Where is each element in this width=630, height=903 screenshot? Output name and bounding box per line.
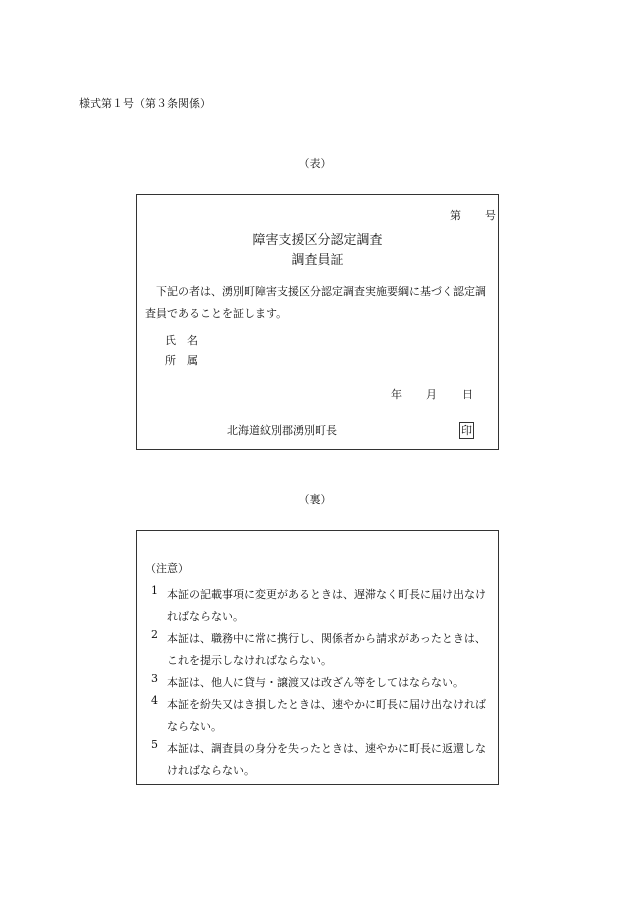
date-day-label: 日	[462, 388, 473, 401]
list-item	[145, 584, 493, 628]
date-month-label: 月	[426, 388, 437, 401]
note-text: 本証を紛失又はき損したときは、速やかに町長に届け出なければならない。	[167, 698, 486, 733]
id-card-back	[136, 530, 499, 785]
certification-body: 下記の者は、湧別町障害支援区分認定調査実施要綱に基づく認定調査員であることを証します。	[145, 285, 486, 320]
date-year-label: 年	[391, 388, 402, 401]
note-number: 1	[151, 584, 158, 597]
form-label: 様式第１号（第３条関係）	[79, 97, 211, 110]
list-item	[145, 738, 493, 782]
number-suffix: 号	[485, 209, 496, 222]
seal-mark: 印	[461, 424, 472, 437]
affiliation-field-label: 所 属	[165, 354, 198, 367]
list-item	[145, 694, 493, 738]
id-card-front	[136, 194, 499, 450]
card-title-line2: 調査員証	[291, 253, 344, 268]
card-title-line1: 障害支援区分認定調査	[252, 233, 383, 248]
issuer-name: 北海道紋別郡湧別町長	[227, 424, 337, 437]
note-number: 3	[151, 672, 158, 685]
list-item	[145, 672, 493, 694]
back-side-label: （裏）	[298, 493, 332, 506]
notes-heading: （注意）	[145, 562, 189, 575]
note-number: 5	[151, 738, 158, 751]
note-text: 本証は、他人に貸与・譲渡又は改ざん等をしてはならない。	[167, 676, 464, 689]
notes-list	[145, 584, 493, 782]
note-number: 4	[151, 694, 158, 707]
note-text: 本証の記載事項に変更があるときは、遅滞なく町長に届け出なければならない。	[167, 588, 486, 623]
front-side-label: （表）	[298, 157, 332, 170]
note-text: 本証は、職務中に常に携行し、関係者から請求があったときは、これを提示しなければならない。	[167, 632, 486, 667]
note-text: 本証は、調査員の身分を失ったときは、速やかに町長に返還しなければならない。	[167, 742, 486, 777]
certification-text	[145, 281, 495, 325]
name-field-label: 氏 名	[165, 334, 198, 347]
number-prefix: 第	[450, 209, 461, 222]
note-number: 2	[151, 628, 158, 641]
list-item	[145, 628, 493, 672]
